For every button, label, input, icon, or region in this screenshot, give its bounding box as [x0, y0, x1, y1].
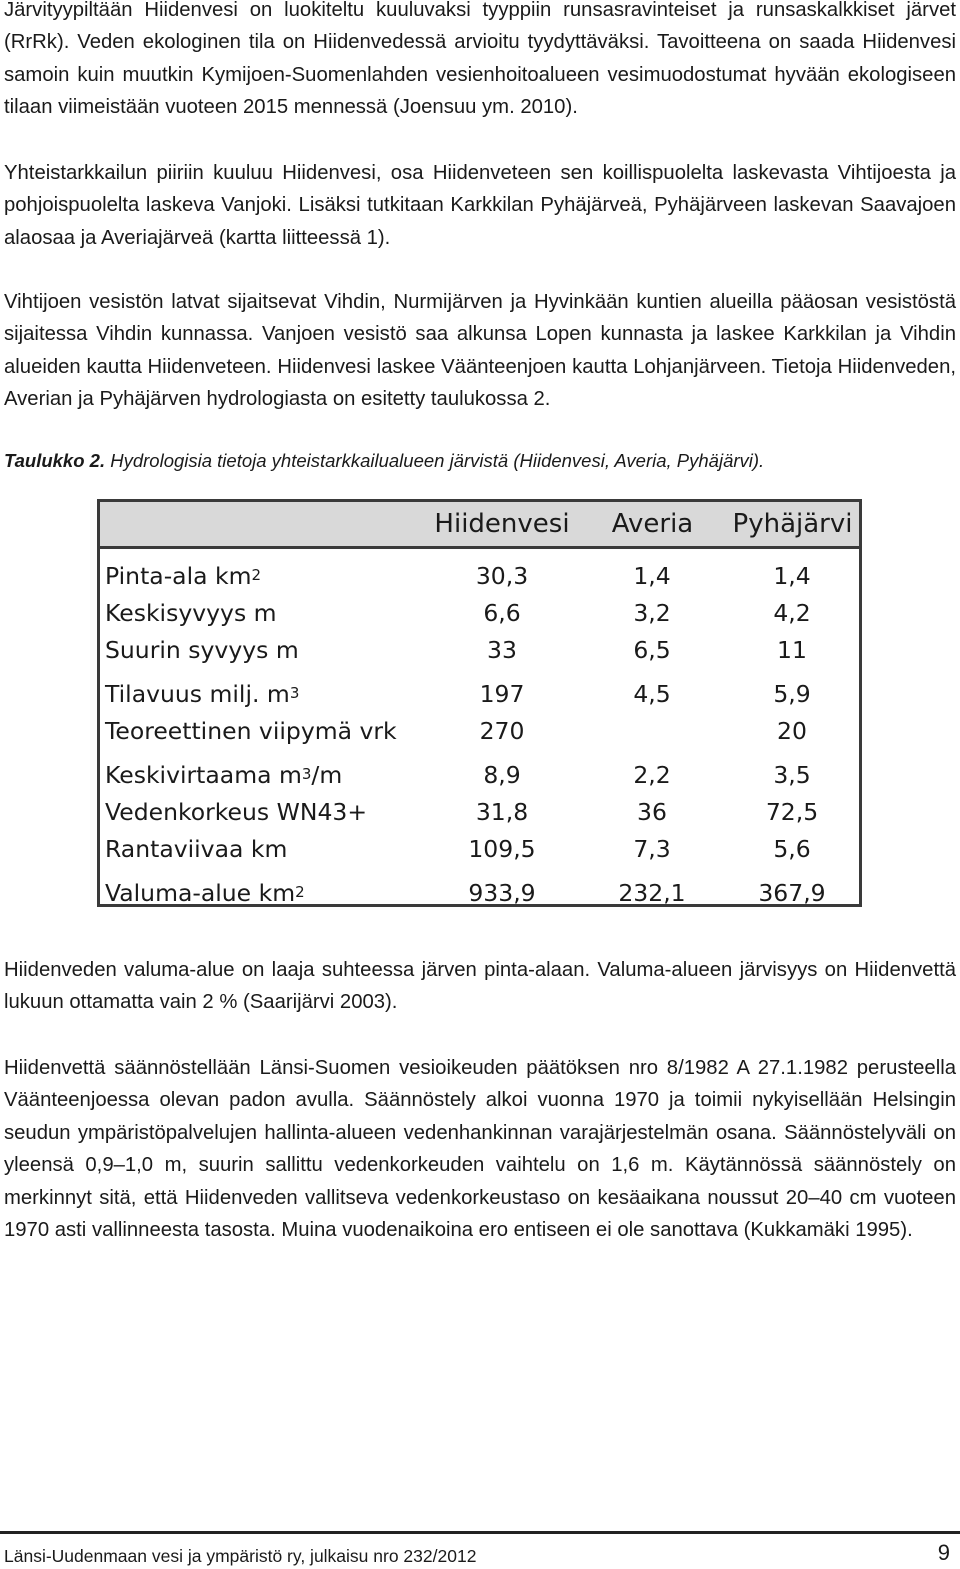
table-row — [100, 757, 859, 794]
paragraph-watershed: Vihtijoen vesistön latvat sijaitsevat Vihdin, Nurmijärven ja Hyvinkään kuntien alueilla pääosan vesistöstä sijaitessa Vihdin kunnassa. Vanjoen vesistö saa alkunsa Lopen kunnasta ja laskee Karkkilan ja Vihdin alueiden kautta Hiidenveteen. Hiidenvesi laskee Väänteenjoen kautta Lohjanjärveen. Tietoja Hiidenveden, Averian ja Pyhäjärven hydrologiasta on esitetty taulukossa 2. — [4, 291, 956, 411]
row-label: Valuma-alue $km^2$ — [105, 879, 305, 907]
table-caption-label: Taulukko 2. — [4, 450, 106, 471]
table-row — [100, 676, 859, 713]
table-cell: 5,6 — [773, 835, 811, 863]
page-number: 9 — [937, 1540, 950, 1565]
row-label: Keskisyvyys m — [105, 599, 277, 627]
row-label: Rantaviivaa km — [105, 835, 288, 863]
table-cell: 5,9 — [773, 680, 811, 708]
table-row — [100, 595, 859, 632]
table-cell: 1,4 — [773, 562, 811, 590]
table-cell: 367,9 — [758, 879, 826, 907]
table-caption-text: Hydrologisia tietoja yhteistarkkailualueen järvistä (Hiidenvesi, Averia, Pyhäjärvi). — [110, 450, 765, 471]
table-cell: 3,2 — [633, 599, 671, 627]
table-cell: 31,8 — [475, 798, 529, 826]
row-label: Suurin syvyys m — [105, 636, 299, 664]
footer-divider — [0, 1531, 960, 1534]
table-caption — [4, 448, 764, 474]
paragraph-regulation: Hiidenvettä säännöstellään Länsi-Suomen vesioikeuden päätöksen nro 8/1982 A 27.1.1982 perusteella Väänteenjoessa olevan padon avulla. Säännöstely alkoi vuonna 1970 ja toimii nykyisellään Helsingin seudun ympäristöpalvelujen hallinta-alueen vedenhankinnan varajärjestelmän osana. Säännöstelyväli on yleensä 0,9–1,0 m, suurin sallittu vedenkorkeuden vaihtelu on 1,6 m. Käytännössä säännöstely on merkinnyt sitä, että Hiidenveden vallitseva vedenkorkeustaso on kesäaikana noussut 20–40 cm vuoteen 1970 asti vallinneesta tasosta. Muina vuodenaikoina ero entiseen ei ole sanottava (Kukkamäki 1995). — [4, 1057, 956, 1242]
table-cell: 6,6 — [483, 599, 521, 627]
hydrology-table — [97, 499, 862, 907]
table-cell: 33 — [487, 636, 517, 664]
table-cell: 4,5 — [633, 680, 671, 708]
paragraph-lake-type: Järvityypiltään Hiidenvesi on luokiteltu kuuluvaksi tyyppiin runsasravinteiset ja runsaskalkkiset järvet (RrRk). Veden ekologinen tila on Hiidenvedessä arvioitu tyydyttäväksi. Tavoitteena on saada Hiidenvesi samoin kuin muutkin Kymijoen-Suomenlahden vesienhoitoalueen vesimuodostumat hyvään ekologiseen tilaan viimeistään vuoteen 2015 mennessä (Joensuu ym. 2010). — [4, 0, 956, 119]
table-cell: 197 — [479, 680, 525, 708]
table-cell: 20 — [777, 717, 807, 745]
column-header-hiidenvesi: Hiidenvesi — [434, 509, 570, 539]
table-row — [100, 794, 859, 831]
table-cell: 11 — [777, 636, 807, 664]
table-cell: 270 — [479, 717, 525, 745]
table-row — [100, 713, 859, 750]
table-cell: 4,2 — [773, 599, 811, 627]
column-header-pyhajarvi: Pyhäjärvi — [732, 509, 853, 539]
table-row — [100, 632, 859, 669]
table-cell: 933,9 — [468, 879, 536, 907]
table-cell: 2,2 — [633, 761, 671, 789]
row-label: Teoreettinen viipymä vrk — [105, 717, 397, 745]
paragraph-catchment: Hiidenveden valuma-alue on laaja suhteessa järven pinta-alaan. Valuma-alueen järvisyys on Hiidenvettä lukuun ottamatta vain 2 % (Saarijärvi 2003). — [4, 959, 956, 1014]
table-cell: 30,3 — [475, 562, 529, 590]
table-cell: 6,5 — [633, 636, 671, 664]
footer-publication: Länsi-Uudenmaan vesi ja ympäristö ry, julkaisu nro 232/2012 — [4, 1546, 477, 1566]
table-cell: 7,3 — [633, 835, 671, 863]
row-label: Keskivirtaama $m^3/m$ — [105, 761, 343, 789]
table-cell: 72,5 — [765, 798, 819, 826]
row-label: Pinta-ala $km^2$ — [105, 562, 262, 590]
table-row — [100, 875, 859, 912]
table-cell: 8,9 — [483, 761, 521, 789]
paragraph-monitoring-area: Yhteistarkkailun piiriin kuuluu Hiidenvesi, osa Hiidenveteen sen koillispuolelta laskevasta Vihtijoesta ja pohjoispuolelta laskeva Vanjoki. Lisäksi tutkitaan Karkkilan Pyhäjärveä, Pyhäjärveen laskevan Saavajoen alaosaa ja Averiajärveä (kartta liitteessä 1). — [4, 162, 956, 249]
table-cell: 36 — [637, 798, 667, 826]
table-row — [100, 558, 859, 595]
table-cell: 1,4 — [633, 562, 671, 590]
table-row — [100, 831, 859, 868]
table-cell: 232,1 — [618, 879, 686, 907]
row-label: Vedenkorkeus WN43+ — [105, 798, 368, 826]
column-header-averia: Averia — [611, 509, 694, 539]
row-label: Tilavuus milj. $m^3$ — [105, 680, 300, 708]
table-cell: 109,5 — [468, 835, 536, 863]
table-cell: 3,5 — [773, 761, 811, 789]
table-header-row — [100, 502, 859, 549]
